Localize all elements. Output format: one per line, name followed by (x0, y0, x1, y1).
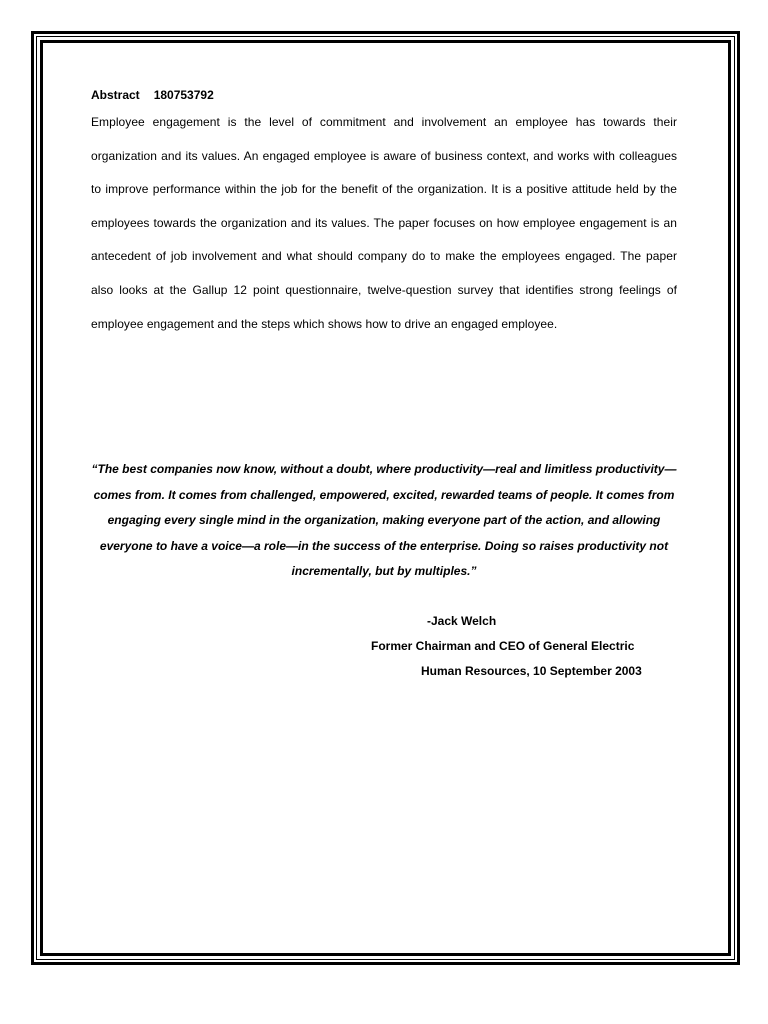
abstract-paragraph: Employee engagement is the level of commitment and involvement an employee has towards their organization and its values. An engaged employee is aware of business context, and works with colleagues to improve performance within the job for the benefit of the organization. It is a positive attitude held by the employees towards the organization and its values. The paper focuses on how employee engagement is an antecedent of job involvement and what should company do to make the employees engaged. The paper also looks at the Gallup 12 point questionnaire, twelve-question survey that identifies strong feelings of employee engagement and the steps which shows how to drive an engaged employee. (91, 115, 677, 331)
quote-source: Human Resources, 10 September 2003 (421, 664, 642, 678)
abstract-heading (91, 88, 677, 102)
epigraph-quote: “The best companies now know, without a doubt, where productivity—real and limitless productivity—comes from. It comes from challenged, empowered, excited, rewarded teams of people. It comes from engaging every single mind in the organization, making everyone part of the action, and allowing everyone to have a voice—a role—in the success of the enterprise. Doing so raises productivity not incrementally, but by multiples.” (91, 462, 677, 578)
abstract-id: 180753792 (153, 88, 214, 102)
quote-author: -Jack Welch (427, 614, 497, 628)
abstract-label: Abstract (91, 88, 140, 102)
abstract-section (91, 88, 677, 341)
quote-author-title: Former Chairman and CEO of General Electric (371, 639, 635, 653)
